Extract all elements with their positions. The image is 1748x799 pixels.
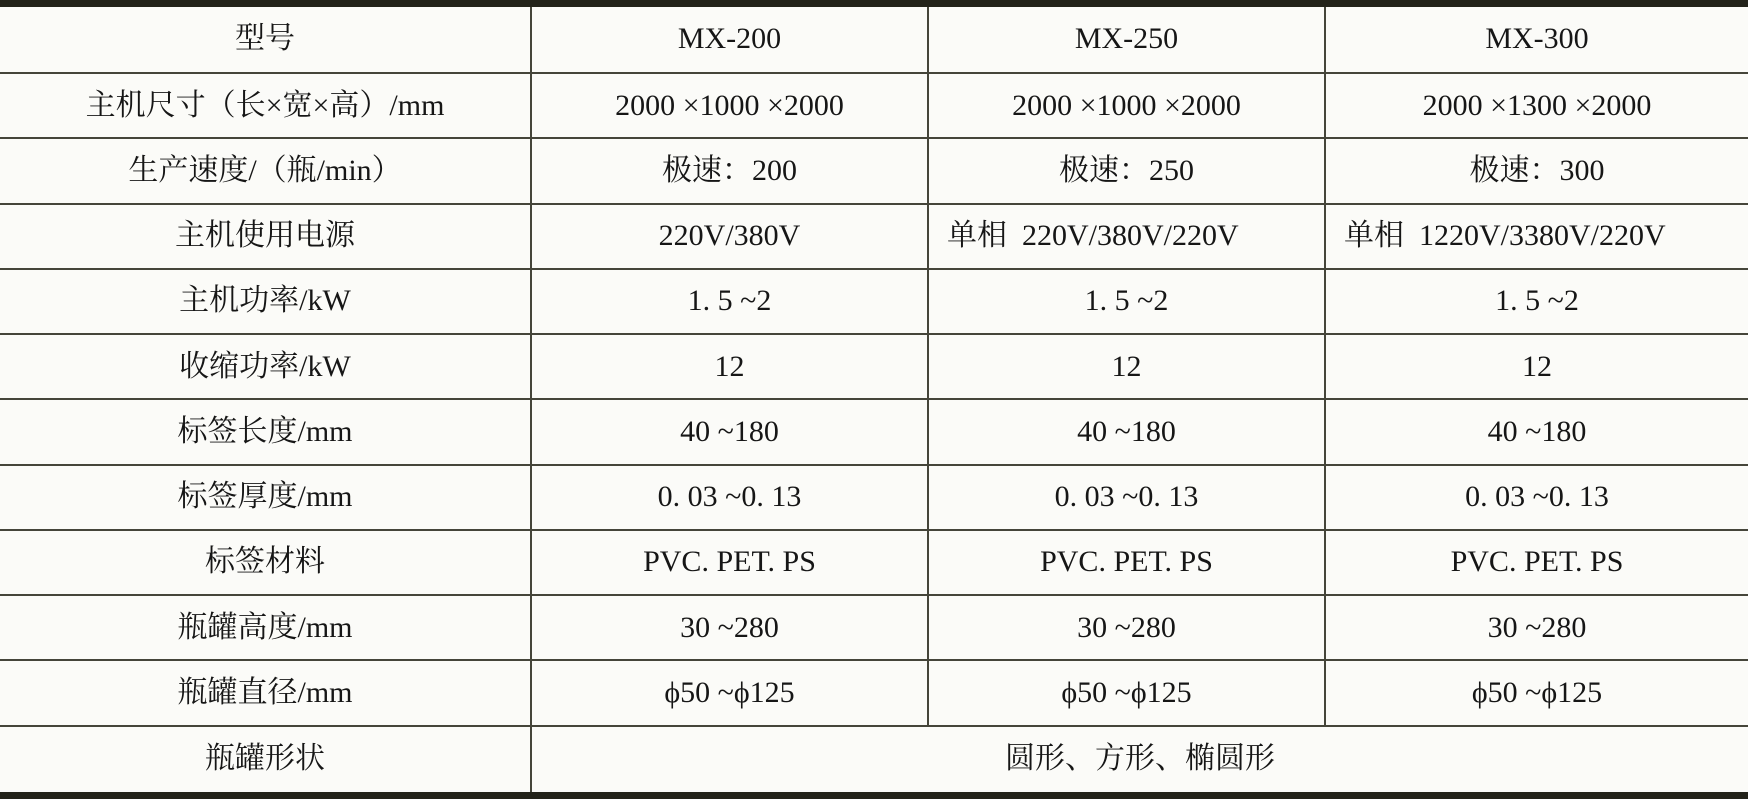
cell-mx200: PVC. PET. PS <box>531 530 928 595</box>
row-label: 瓶罐高度/mm <box>0 595 531 660</box>
cell-mx250: 2000 ×1000 ×2000 <box>928 73 1325 138</box>
cell-mx300: 2000 ×1300 ×2000 <box>1325 73 1748 138</box>
cell-mx250: MX-250 <box>928 4 1325 74</box>
cell-mx300: 40 ~180 <box>1325 399 1748 464</box>
table-row-bottle-height <box>0 595 1748 660</box>
table-row-label-thickness <box>0 465 1748 530</box>
table-row-label-material <box>0 530 1748 595</box>
cell-mx250: 40 ~180 <box>928 399 1325 464</box>
cell-mx200: 30 ~280 <box>531 595 928 660</box>
cell-mx300: 12 <box>1325 334 1748 399</box>
row-label: 生产速度/（瓶/min） <box>0 138 531 203</box>
cell-mx300: 0. 03 ~0. 13 <box>1325 465 1748 530</box>
table-row-speed <box>0 138 1748 203</box>
cell-mx200: 40 ~180 <box>531 399 928 464</box>
table-row-model <box>0 4 1748 74</box>
cell-mx300: ϕ50 ~ϕ125 <box>1325 660 1748 725</box>
table-row-bottle-diameter <box>0 660 1748 725</box>
cell-mx300: 极速：300 <box>1325 138 1748 203</box>
cell-mx250: 极速：250 <box>928 138 1325 203</box>
cell-mx200: 2000 ×1000 ×2000 <box>531 73 928 138</box>
row-label: 瓶罐直径/mm <box>0 660 531 725</box>
cell-mx200: 0. 03 ~0. 13 <box>531 465 928 530</box>
cell-mx250: 单相 220V/380V/220V <box>928 204 1325 269</box>
row-label: 收缩功率/kW <box>0 334 531 399</box>
cell-mx200: 极速：200 <box>531 138 928 203</box>
row-label: 标签厚度/mm <box>0 465 531 530</box>
table-row-dimensions <box>0 73 1748 138</box>
cell-mx250: ϕ50 ~ϕ125 <box>928 660 1325 725</box>
cell-mx250: 30 ~280 <box>928 595 1325 660</box>
table-row-power-supply <box>0 204 1748 269</box>
cell-mx250: 0. 03 ~0. 13 <box>928 465 1325 530</box>
cell-mx250: PVC. PET. PS <box>928 530 1325 595</box>
cell-mx250: 12 <box>928 334 1325 399</box>
cell-mx200: 12 <box>531 334 928 399</box>
cell-mx300: 1. 5 ~2 <box>1325 269 1748 334</box>
table-row-shrink-power <box>0 334 1748 399</box>
cell-mx300: 单相 1220V/3380V/220V <box>1325 204 1748 269</box>
row-label: 瓶罐形状 <box>0 726 531 796</box>
table-row-label-length <box>0 399 1748 464</box>
row-label: 主机使用电源 <box>0 204 531 269</box>
table-row-host-power <box>0 269 1748 334</box>
cell-mx200: 1. 5 ~2 <box>531 269 928 334</box>
row-label: 主机尺寸（长×宽×高）/mm <box>0 73 531 138</box>
cell-mx200: 220V/380V <box>531 204 928 269</box>
row-label: 标签长度/mm <box>0 399 531 464</box>
row-label: 型号 <box>235 22 295 56</box>
cell-mx300: PVC. PET. PS <box>1325 530 1748 595</box>
cell-mx200: MX-200 <box>531 4 928 74</box>
row-label: 主机功率/kW <box>0 269 531 334</box>
cell-mx200: ϕ50 ~ϕ125 <box>531 660 928 725</box>
cell-mx300: 30 ~280 <box>1325 595 1748 660</box>
cell-span-shape: 圆形、方形、椭圆形 <box>531 726 1748 796</box>
row-label: 标签材料 <box>0 530 531 595</box>
table-row-bottle-shape <box>0 726 1748 796</box>
cell-mx300: MX-300 <box>1325 4 1748 74</box>
cell-mx250: 1. 5 ~2 <box>928 269 1325 334</box>
